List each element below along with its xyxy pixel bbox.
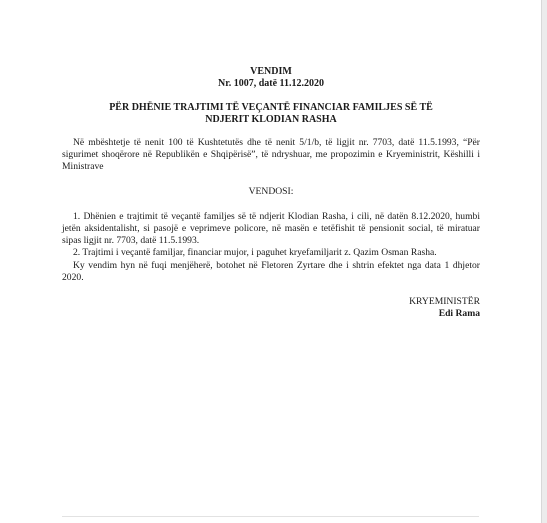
decision-heading: VENDOSI: xyxy=(248,185,294,197)
document-body xyxy=(62,66,480,320)
document-title-line-1: PËR DHËNIE TRAJTIMI TË VEÇANTË FINANCIAR FAMILJES SË TË xyxy=(109,102,433,113)
decision-point-3: Ky vendim hyn në fuqi menjëherë, botohet në Fletoren Zyrtare dhe i shtrin efektet nga data 1 dhjetor 2020. xyxy=(62,259,480,283)
intro-paragraph: Në mbështetje të nenit 100 të Kushtetutës dhe të nenit 5/1/b, të ligjit nr. 7703, datë 11.5.1993, “Për sigurimet shoqërore në Republikën e Shqipërisë”, të ndryshuar, me propozimin e Kryeministrit, Këshilli i Ministrave xyxy=(62,137,480,173)
signature-title: KRYEMINISTËR xyxy=(409,296,480,308)
signature-name: Edi Rama xyxy=(438,308,480,320)
window-scrollbar-edge xyxy=(541,0,547,523)
document-number: Nr. 1007, datë 11.12.2020 xyxy=(217,77,325,89)
page-divider xyxy=(62,516,479,517)
decision-point-2: 2. Trajtimi i veçantë familjar, financiar mujor, i paguhet kryefamiljarit z. Qazim Osman Rasha. xyxy=(73,247,437,259)
document-title-line-2: NDJERIT KLODIAN RASHA xyxy=(205,113,337,125)
decision-point-1: 1. Dhënien e trajtimit të veçantë familjes së të ndjerit Klodian Rasha, i cili, në datën 8.12.2020, humbi jetën aksidentalisht, si pasojë e veprimeve policore, në masën e tetëfishit të pensionit social, të miratuar sipas ligjit nr. 7703, datë 11.5.1993. xyxy=(62,210,480,247)
document-heading: VENDIM xyxy=(250,66,292,77)
